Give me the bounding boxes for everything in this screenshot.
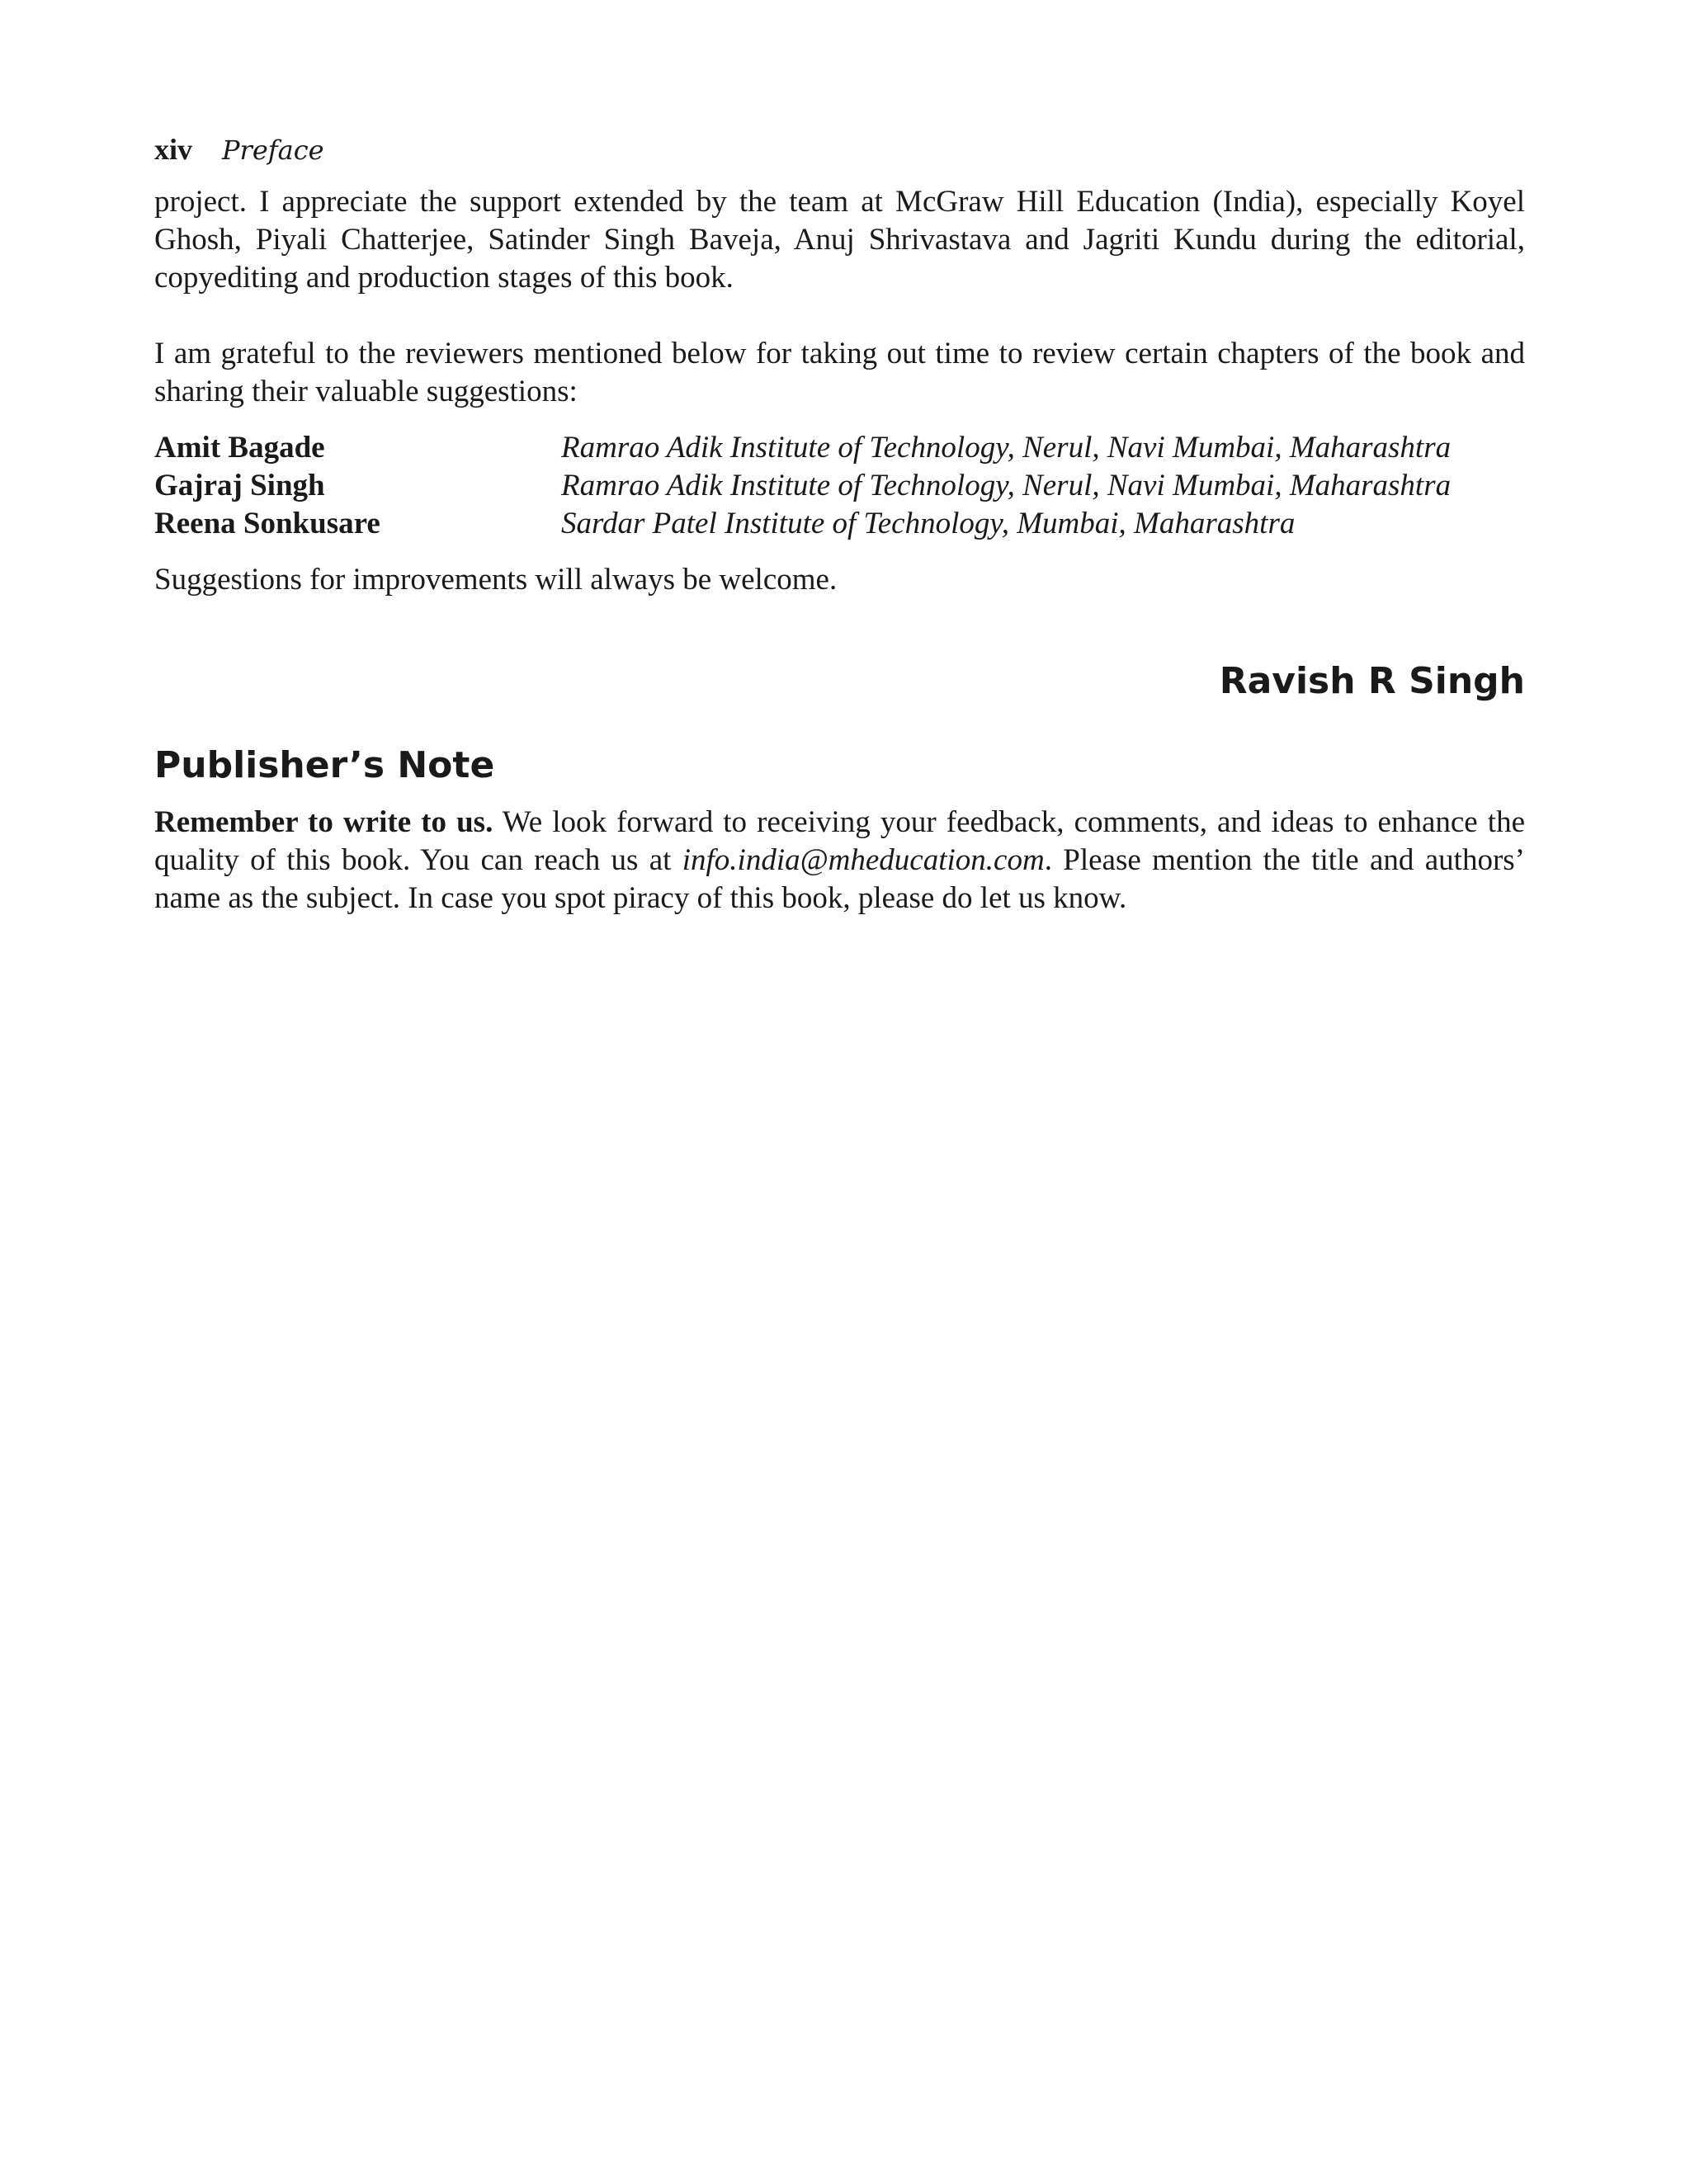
paragraph-closing: Suggestions for improvements will always be welcome. bbox=[154, 563, 838, 597]
reviewer-name: Amit Bagade bbox=[154, 431, 325, 465]
reviewer-name: Gajraj Singh bbox=[154, 469, 325, 502]
paragraph-reviewers-intro: I am grateful to the reviewers mentioned below for taking out time to review certain chapters of the book and sharing their valuable suggestions: bbox=[154, 337, 1525, 408]
reviewer-list bbox=[154, 429, 1525, 543]
publishers-note-text-1: We look forward to receiving your feedback, comments, and ideas to enhance the quality of this book. You can reach us at bbox=[154, 805, 1526, 877]
publishers-note-paragraph bbox=[154, 804, 1525, 917]
reviewer-row bbox=[154, 467, 1525, 505]
author-signature: Ravish R Singh bbox=[1219, 660, 1525, 702]
contact-email: info.india@mheducation.com bbox=[682, 843, 1045, 877]
reviewer-row bbox=[154, 429, 1525, 467]
reviewer-name: Reena Sonkusare bbox=[154, 507, 380, 540]
paragraph-acknowledgement: project. I appreciate the support extended by the team at McGraw Hill Education (India), especially Koyel Ghosh, Piyali Chatterjee, Satinder Singh Baveja, Anuj Shrivastava and Jagriti Kundu during the editorial, copyediting and production stages of this book. bbox=[154, 185, 1525, 295]
publishers-note-heading: Publisher’s Note bbox=[154, 744, 495, 786]
reviewer-row bbox=[154, 505, 1525, 543]
reviewer-institution: Ramrao Adik Institute of Technology, Nerul, Navi Mumbai, Maharashtra bbox=[561, 431, 1452, 465]
page bbox=[154, 132, 1525, 917]
page-number: xiv bbox=[154, 133, 193, 166]
reviewer-institution: Ramrao Adik Institute of Technology, Nerul, Navi Mumbai, Maharashtra bbox=[561, 469, 1452, 502]
publishers-note-text-2: . Please mention the title and authors’ name as the subject. In case you spot piracy of this book, please do let us know. bbox=[154, 843, 1525, 915]
reviewer-institution: Sardar Patel Institute of Technology, Mumbai, Maharashtra bbox=[561, 507, 1296, 540]
running-head bbox=[154, 132, 1525, 175]
publishers-note-lead: Remember to write to us. bbox=[154, 805, 493, 839]
running-head-title: Preface bbox=[222, 134, 324, 166]
